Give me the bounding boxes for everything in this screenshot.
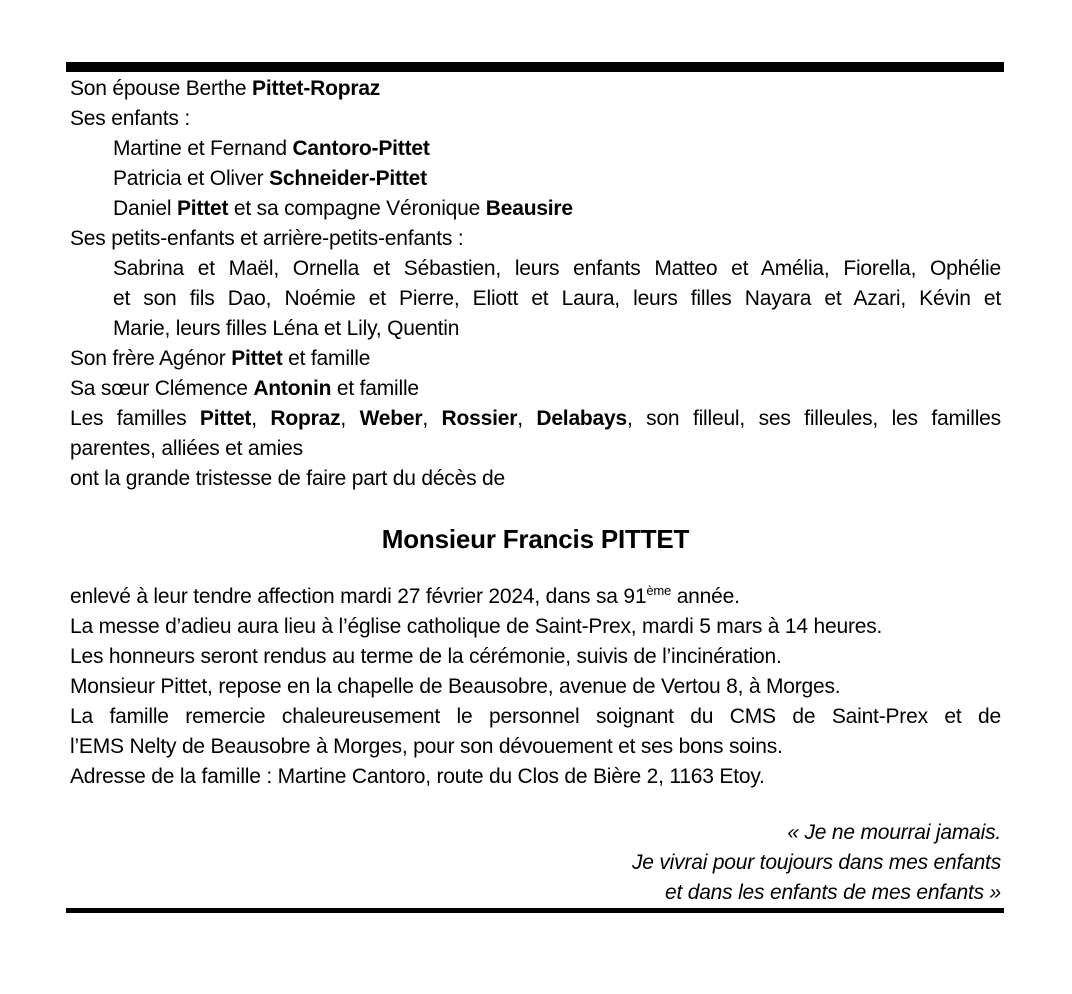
child-line: Daniel Pittet et sa compagne Véronique Beausire xyxy=(113,197,573,220)
brother-line: Son frère Agénor Pittet et famille xyxy=(70,347,371,370)
child-line: Patricia et Oliver Schneider-Pittet xyxy=(113,167,427,190)
families-line: parentes, alliées et amies xyxy=(70,437,303,460)
epitaph-quote-line: et dans les enfants de mes enfants » xyxy=(664,881,1001,904)
thanks-line: l’EMS Nelty de Beausobre à Morges, pour son dévouement et ses bons soins. xyxy=(70,735,783,758)
chapel-line: Monsieur Pittet, repose en la chapelle de Beausobre, avenue de Vertou 8, à Morges. xyxy=(70,675,841,698)
child-line: Martine et Fernand Cantoro-Pittet xyxy=(113,137,430,160)
grandchildren-header-line: Ses petits-enfants et arrière-petits-enfants : xyxy=(70,227,464,250)
family-address-line: Adresse de la famille : Martine Cantoro, route du Clos de Bière 2, 1163 Etoy. xyxy=(70,765,765,788)
thanks-line: La famille remercie chaleureusement le personnel soignant du CMS de Saint-Prex et de xyxy=(70,705,1001,728)
death-date-line: enlevé à leur tendre affection mardi 27 février 2024, dans sa 91ème année. xyxy=(70,583,740,608)
honors-line: Les honneurs seront rendus au terme de la cérémonie, suivis de l’incinération. xyxy=(70,645,782,668)
epitaph-quote-line: « Je ne mourrai jamais. xyxy=(787,821,1001,844)
notice-content xyxy=(70,74,1001,908)
announcement-line: ont la grande tristesse de faire part du décès de xyxy=(70,467,505,490)
deceased-name: Monsieur Francis PITTET xyxy=(381,524,690,554)
children-header-line: Ses enfants : xyxy=(70,107,190,130)
grandchildren-line: et son fils Dao, Noémie et Pierre, Eliott et Laura, leurs filles Nayara et Azari, Kévin et xyxy=(113,287,1001,310)
spouse-line: Son épouse Berthe Pittet-Ropraz xyxy=(70,77,381,100)
epitaph-quote xyxy=(70,818,1001,908)
families-line: Les familles Pittet, Ropraz, Weber, Rossier, Delabays, son filleul, ses filleules, les familles xyxy=(70,407,1001,430)
sister-line: Sa sœur Clémence Antonin et famille xyxy=(70,377,419,400)
top-rule xyxy=(66,62,1004,72)
bottom-rule xyxy=(66,908,1004,913)
mass-line: La messe d’adieu aura lieu à l’église catholique de Saint-Prex, mardi 5 mars à 14 heures. xyxy=(70,615,883,638)
grandchildren-line: Sabrina et Maël, Ornella et Sébastien, leurs enfants Matteo et Amélia, Fiorella, Ophélie xyxy=(113,257,1001,280)
grandchildren-line: Marie, leurs filles Léna et Lily, Quentin xyxy=(113,317,460,340)
epitaph-quote-line: Je vivrai pour toujours dans mes enfants xyxy=(631,851,1001,874)
